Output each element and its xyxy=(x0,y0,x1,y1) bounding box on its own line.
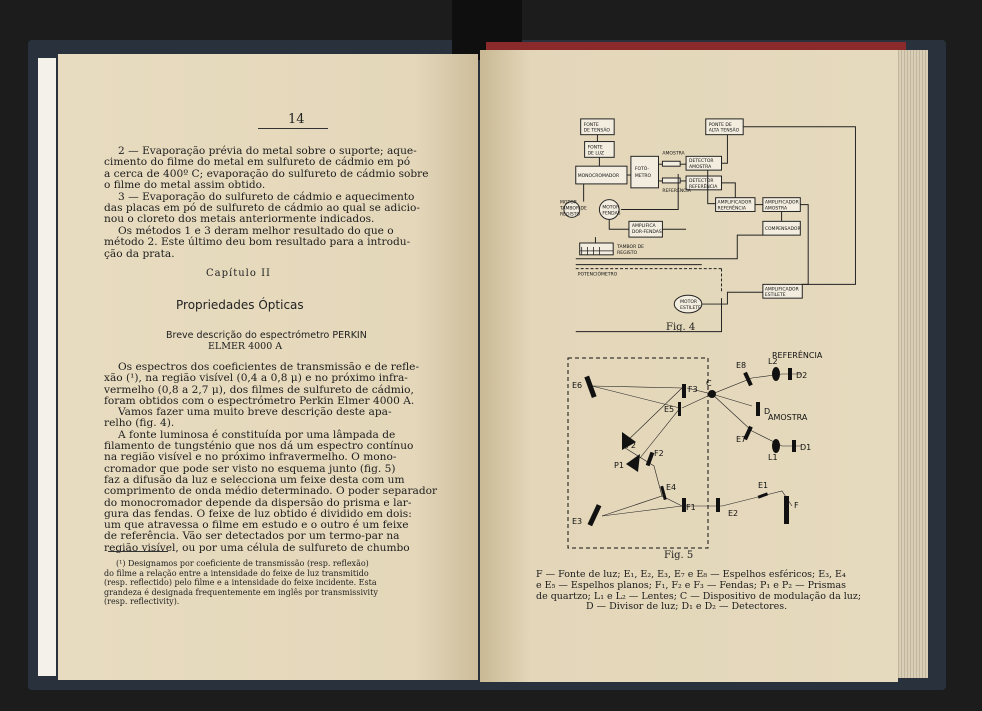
text-line: comprimento de onda médio determinado. O poder separador xyxy=(104,485,438,498)
footnote-line: (resp. reflectivity). xyxy=(104,597,180,607)
footnote-line: do filme a relação entre a intensidade do feixe de luz transmitido xyxy=(104,568,369,578)
label-detector-amostra-1: DETECTOR xyxy=(689,159,714,165)
text-line: cimento do filme do metal em sulfureto de cádmio em pó xyxy=(104,156,411,169)
text-line: foram obtidos com o espectrómetro Perkin Elmer 4000 A. xyxy=(104,394,415,407)
page-edge-right xyxy=(896,50,928,678)
page-edge-top xyxy=(486,42,906,50)
intro-paragraph xyxy=(104,146,429,260)
text-line: relho (fig. 4). xyxy=(104,417,175,430)
label-motor-estilete-1: MOTOR xyxy=(680,300,698,306)
legend-line: D — Divisor de luz; D₁ e D₂ — Detectores. xyxy=(586,601,788,613)
label-motor-tambor-2: TAMBOR DE xyxy=(560,206,587,212)
section-title: Propriedades Ópticas xyxy=(176,298,304,312)
label-f3: F3 xyxy=(688,385,698,394)
label-fotometro-1: FOTÓ- xyxy=(634,167,650,173)
text-line: de referência. Vão ser detectados por um termo-par na xyxy=(104,530,400,543)
right-page xyxy=(480,50,898,682)
label-fonte-luz-1: FONTE xyxy=(587,145,603,151)
reference-holder xyxy=(662,178,680,183)
text-line: o filme do metal assim obtido. xyxy=(104,179,266,192)
body-text xyxy=(104,362,437,554)
label-ponte-alta-2: ALTA TENSÃO xyxy=(708,128,740,134)
label-amp-referencia-2: REFERÊNCIA xyxy=(717,206,746,212)
label-motor-tambor-3: REGISTO xyxy=(560,212,581,218)
label-referencia: REFERÊNCIA xyxy=(772,351,823,360)
label-e1: E1 xyxy=(758,481,769,490)
label-p1: P1 xyxy=(614,461,624,470)
text-line: xão (¹), na região visível (0,4 a 0,8 μ) e no próximo infra- xyxy=(104,372,408,385)
label-c: C xyxy=(706,379,712,388)
label-l1: L1 xyxy=(768,453,778,462)
text-line: ção da prata. xyxy=(104,247,175,260)
text-line: um que atravessa o filme em estudo e o outro é um feixe xyxy=(104,519,409,532)
label-amostra: AMOSTRA xyxy=(768,413,808,422)
label-ponte-alta-1: PONTE DE xyxy=(708,122,732,128)
detector-d2 xyxy=(788,368,792,380)
label-amp-amostra-1: AMPLIFICADOR xyxy=(764,200,799,206)
chapter-heading: Capítulo II xyxy=(206,268,271,279)
prism-p1 xyxy=(626,454,640,472)
label-e5: E5 xyxy=(664,405,675,414)
footnote-line: (¹) Designamos por coeficiente de transmissão (resp. reflexão) xyxy=(116,559,369,568)
text-line: do monocromador depende da dispersão do prisma e lar- xyxy=(104,496,412,509)
figure-5-caption: Fig. 5 xyxy=(664,550,694,561)
mirror-e1 xyxy=(758,492,768,498)
left-page xyxy=(58,54,478,680)
text-line: Os métodos 1 e 3 deram melhor resultado do que o xyxy=(118,224,394,237)
sample-holder xyxy=(662,161,680,166)
label-amp-estilete-2: ESTILETE xyxy=(764,293,786,299)
footnote xyxy=(104,559,378,607)
label-motor-estilete-2: ESTILETE xyxy=(680,305,701,311)
text-line: vermelho (0,8 a 2,7 μ), dos filmes de sulfureto de cádmio, xyxy=(104,383,414,396)
modulator-c xyxy=(708,390,716,398)
text-line: Os espectros dos coeficientes de transmissão e de refle- xyxy=(118,361,420,373)
footnote-line: grandeza é designada frequentemente em inglês por transmissivity xyxy=(104,587,378,597)
text-line: gura das fendas. O feixe de luz obtido é dividido em dois: xyxy=(104,507,412,520)
label-fonte-tensao-2: DE TENSÃO xyxy=(583,128,610,134)
text-line: Vamos fazer uma muito breve descrição deste apa- xyxy=(118,406,392,419)
legend-line: e E₅ — Espelhos planos; F₁, F₂ e F₃ — Fendas; P₁ e P₂ — Prismas xyxy=(536,579,847,591)
text-line: método 2. Este último deu bom resultado para a introdu- xyxy=(104,236,411,249)
label-e7: E7 xyxy=(736,435,747,444)
figure-5-optical-schematic xyxy=(532,346,892,556)
page-number: 14 xyxy=(288,112,305,127)
mirror-e8 xyxy=(743,372,753,386)
label-amp-amostra-2: AMOSTRA xyxy=(764,206,788,212)
text-line: a cerca de 400º C; evaporação do sulfureto de cádmio sobre xyxy=(104,167,429,180)
lens-l2 xyxy=(772,367,780,381)
text-line: nou o cloreto dos metais anteriormente indicados. xyxy=(104,213,375,226)
label-f1: F1 xyxy=(686,503,696,512)
label-f: F xyxy=(794,501,799,510)
text-line: 3 — Evaporação do sulfureto de cádmio e aquecimento xyxy=(118,190,415,203)
text-line: na região visível e no próximo infravermelho. O mono- xyxy=(104,451,397,464)
label-detector-referencia-2: REFERÊNCIA xyxy=(689,184,718,190)
label-detector-amostra-2: AMOSTRA xyxy=(689,165,712,171)
label-fonte-tensao-1: FONTE xyxy=(583,122,599,128)
box-tambor xyxy=(580,243,613,255)
subsection-title: Breve descrição do espectrómetro PERKIN xyxy=(166,330,367,341)
label-e6: E6 xyxy=(572,381,583,390)
label-fotometro-2: METRO xyxy=(634,174,652,180)
label-motor-fendas-2: FENDAS xyxy=(602,211,621,217)
label-e8: E8 xyxy=(736,361,747,370)
slit-f2 xyxy=(646,452,655,467)
label-amp-servo-2: DOR-FENDAS xyxy=(631,230,662,236)
label-f2: F2 xyxy=(654,449,664,458)
source-f xyxy=(784,496,789,524)
text-line: cromador que pode ser visto no esquema junto (fig. 5) xyxy=(104,462,396,475)
figure-4-caption: Fig. 4 xyxy=(666,322,696,333)
text-line: das placas em pó de sulfureto de cádmio ao qual se adicio- xyxy=(104,202,420,215)
label-p2: P2 xyxy=(626,441,636,450)
label-motor-tambor-1: MOTOR xyxy=(560,200,577,206)
label-l2: L2 xyxy=(768,357,778,366)
slit-f3 xyxy=(682,384,686,398)
label-amp-estilete-1: AMPLIFICADOR xyxy=(764,287,799,293)
label-e4: E4 xyxy=(666,483,677,492)
page-edge-left xyxy=(38,58,56,676)
text-line: 2 — Evaporação prévia do metal sobre o suporte; aque- xyxy=(118,145,417,157)
label-amp-servo-1: AMPLIFICA xyxy=(631,224,656,230)
legend-line: de quartzo; L₁ e L₂ — Lentes; C — Dispositivo de modulação da luz; xyxy=(536,590,862,602)
label-potenciometro: POTENCIÓMETRO xyxy=(577,272,618,278)
footnote-rule xyxy=(108,551,168,552)
label-fonte-luz-2: DE LUZ xyxy=(587,151,604,157)
mirror-e5 xyxy=(678,402,681,416)
label-monocromador: MONOCROMADOR xyxy=(577,174,620,180)
figure-5-legend xyxy=(536,570,861,613)
label-motor-fendas-1: MOTOR xyxy=(602,205,620,211)
footnote-line: (resp. reflectido) pelo filme e a intensidade do feixe incidente. Esta xyxy=(104,578,377,588)
divider-d xyxy=(756,402,760,416)
text-line: faz a difusão da luz e selecciona um feixe desta com um xyxy=(104,473,405,486)
page-number-rule xyxy=(258,128,328,129)
lens-l1 xyxy=(772,439,780,453)
label-d1: D1 xyxy=(800,443,812,452)
label-tambor-2: REGISTO xyxy=(617,250,638,256)
label-d2: D2 xyxy=(796,371,808,380)
text-line: filamento de tungsténio que nos dá um espectro contínuo xyxy=(104,440,414,453)
label-amp-referencia-1: AMPLIFICADOR xyxy=(717,200,752,206)
detector-d1 xyxy=(792,440,796,452)
label-referencia: REFERÊNCIA xyxy=(662,188,691,194)
label-compensador: COMPENSADOR xyxy=(764,227,801,233)
label-d: D xyxy=(764,407,771,416)
text-line: região visível, ou por uma célula de sulfureto de chumbo xyxy=(104,541,410,554)
legend-line: F — Fonte de luz; E₁, E₂, E₃, E₇ e E₈ — Espelhos esféricos; E₃, E₄ xyxy=(536,569,846,580)
label-e3: E3 xyxy=(572,517,583,526)
label-tambor-1: TAMBOR DE xyxy=(617,244,644,250)
subsection-title-2: ELMER 4000 A xyxy=(208,341,283,352)
label-amostra: AMOSTRA xyxy=(662,151,685,157)
figure-4-block-diagram xyxy=(560,112,885,374)
label-e2: E2 xyxy=(728,509,739,518)
text-line: A fonte luminosa é constituída por uma lâmpada de xyxy=(118,428,396,441)
mirror-e3 xyxy=(588,504,602,526)
label-detector-referencia-1: DETECTOR xyxy=(689,178,714,184)
mirror-e2 xyxy=(716,498,720,512)
